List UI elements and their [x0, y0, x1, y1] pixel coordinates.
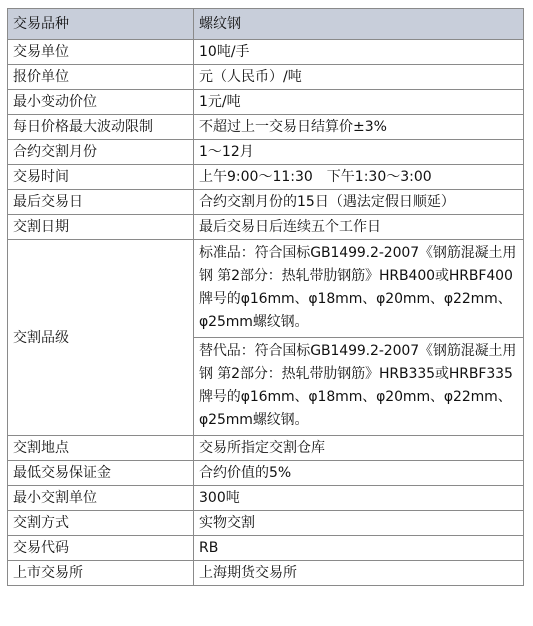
row-value: 300吨 — [194, 486, 524, 511]
table-row — [8, 486, 524, 511]
row-value: RB — [194, 536, 524, 561]
row-value: 上海期货交易所 — [194, 561, 524, 586]
table-row — [8, 536, 524, 561]
header-value-cell: 螺纹钢 — [194, 9, 524, 40]
row-value: 不超过上一交易日结算价±3% — [194, 115, 524, 140]
row-value: 实物交割 — [194, 511, 524, 536]
table-row — [8, 165, 524, 190]
table-row — [8, 436, 524, 461]
table-row — [8, 65, 524, 90]
row-label: 交易时间 — [8, 165, 194, 190]
grade-standard-row — [8, 240, 524, 338]
row-label: 最小变动价位 — [8, 90, 194, 115]
row-label: 交易单位 — [8, 40, 194, 65]
header-label-cell: 交易品种 — [8, 9, 194, 40]
row-label: 交割地点 — [8, 436, 194, 461]
table-header-row — [8, 9, 524, 40]
row-value: 元（人民币）/吨 — [194, 65, 524, 90]
table-row — [8, 561, 524, 586]
row-value: 10吨/手 — [194, 40, 524, 65]
table-row — [8, 40, 524, 65]
row-value: 1～12月 — [194, 140, 524, 165]
row-label: 最小交割单位 — [8, 486, 194, 511]
row-value: 合约价值的5% — [194, 461, 524, 486]
row-label: 合约交割月份 — [8, 140, 194, 165]
row-label: 最低交易保证金 — [8, 461, 194, 486]
row-value: 交易所指定交割仓库 — [194, 436, 524, 461]
grade-standard-text: 标准品：符合国标GB1499.2-2007《钢筋混凝土用钢 第2部分：热轧带肋钢筋》HRB400或HRBF400牌号的φ16mm、φ18mm、φ20mm、φ22mm、φ25mm螺纹钢。 — [194, 240, 524, 338]
row-value: 最后交易日后连续五个工作日 — [194, 215, 524, 240]
table-row — [8, 215, 524, 240]
row-value: 上午9:00～11:30 下午1:30～3:00 — [194, 165, 524, 190]
row-label: 最后交易日 — [8, 190, 194, 215]
contract-spec-body — [8, 9, 524, 586]
table-row — [8, 190, 524, 215]
row-label: 每日价格最大波动限制 — [8, 115, 194, 140]
row-label: 交割方式 — [8, 511, 194, 536]
table-row — [8, 140, 524, 165]
table-row — [8, 511, 524, 536]
row-label: 交割日期 — [8, 215, 194, 240]
row-value: 1元/吨 — [194, 90, 524, 115]
table-row — [8, 90, 524, 115]
table-row — [8, 461, 524, 486]
row-label: 交易代码 — [8, 536, 194, 561]
row-label: 报价单位 — [8, 65, 194, 90]
grade-substitute-text: 替代品：符合国标GB1499.2-2007《钢筋混凝土用钢 第2部分：热轧带肋钢筋》HRB335或HRBF335牌号的φ16mm、φ18mm、φ20mm、φ22mm、φ25mm螺纹钢。 — [194, 338, 524, 436]
row-value: 合约交割月份的15日（遇法定假日顺延） — [194, 190, 524, 215]
row-label: 上市交易所 — [8, 561, 194, 586]
contract-spec-table — [7, 8, 524, 586]
grade-label: 交割品级 — [8, 240, 194, 436]
contract-spec-wrapper — [7, 8, 524, 586]
table-row — [8, 115, 524, 140]
